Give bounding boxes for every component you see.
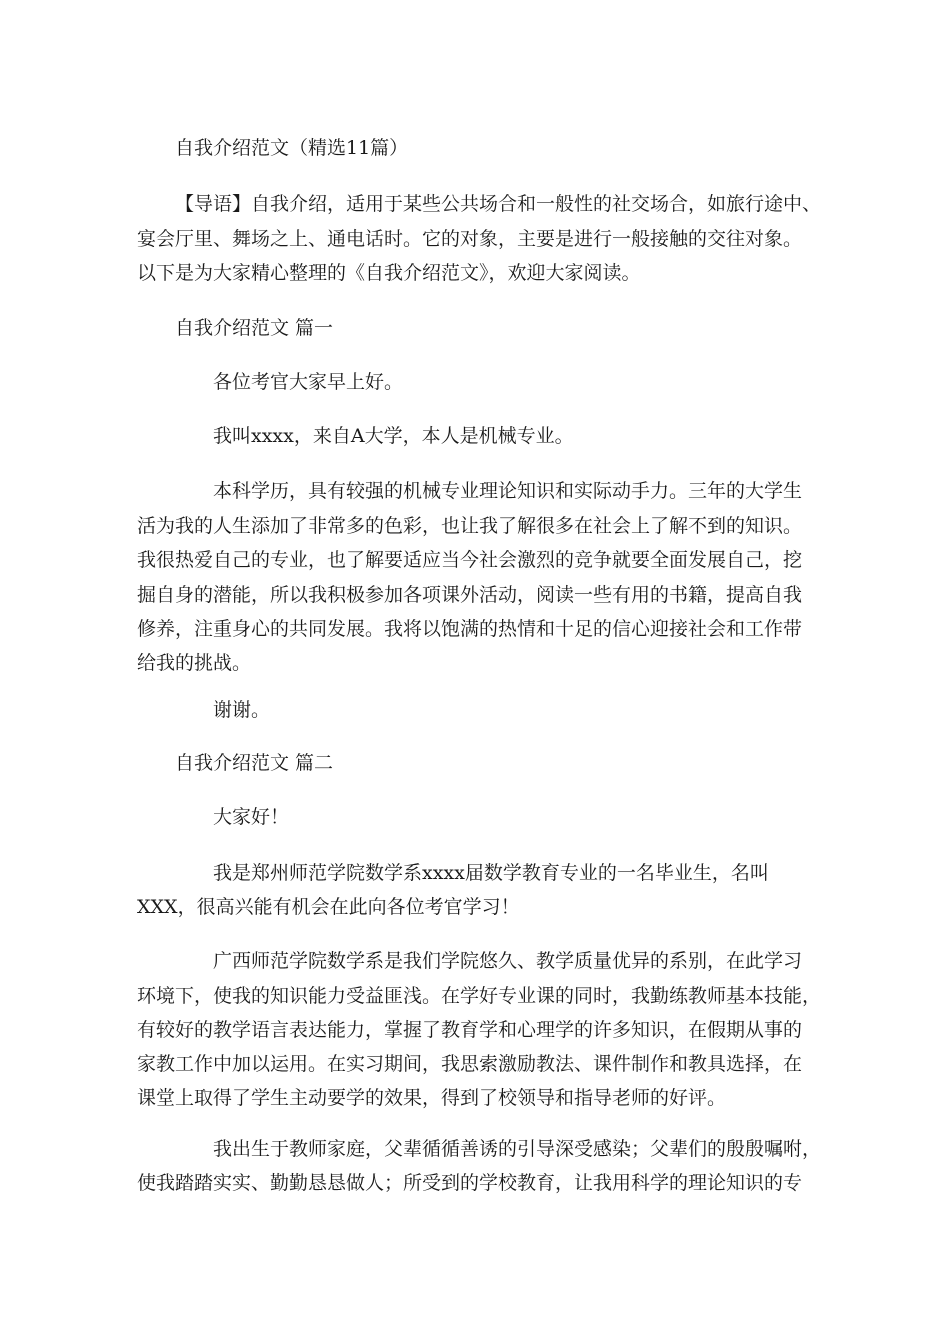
paragraph-line: 掘自身的潜能，所以我积极参加各项课外活动，阅读一些有用的书籍，提高自我 [137,584,803,606]
paragraph-line: 家教工作中加以运用。在实习期间，我思索激励教法、课件制作和教具选择，在 [137,1053,803,1075]
intro-line: 【导语】自我介绍，适用于某些公共场合和一般性的社交场合，如旅行途中、 [175,193,822,215]
paragraph-line: 课堂上取得了学生主动要学的效果，得到了校领导和指导老师的好评。 [137,1087,727,1109]
greeting-line: 大家好！ [213,806,290,828]
greeting-line: 各位考官大家早上好。 [213,371,404,393]
paragraph-line: 我是郑州师范学院数学系xxxx届数学教育专业的一名毕业生，名叫 [213,862,769,884]
intro-line: 以下是为大家精心整理的《自我介绍范文》，欢迎大家阅读。 [137,262,641,284]
paragraph-line: 我叫xxxx，来自A大学，本人是机械专业。 [213,425,574,447]
paragraph-line: XXX，很高兴能有机会在此向各位考官学习！ [137,896,520,918]
paragraph-line: 本科学历，具有较强的机械专业理论知识和实际动手力。三年的大学生 [213,480,803,502]
intro-line: 宴会厅里、舞场之上、通电话时。它的对象，主要是进行一般接触的交往对象。 [137,228,803,250]
paragraph-line: 我很热爱自己的专业，也了解要适应当今社会激烈的竞争就要全面发展自己，挖 [137,549,803,571]
paragraph-line: 使我踏踏实实、勤勤恳恳做人；所受到的学校教育，让我用科学的理论知识的专 [137,1172,803,1194]
paragraph-line: 有较好的教学语言表达能力，掌握了教育学和心理学的许多知识，在假期从事的 [137,1019,803,1041]
thanks-line: 谢谢。 [213,699,271,721]
paragraph-line: 环境下，使我的知识能力受益匪浅。在学好专业课的同时，我勤练教师基本技能， [137,985,822,1007]
paragraph-line: 我出生于教师家庭，父辈循循善诱的引导深受感染；父辈们的殷殷嘱咐， [213,1138,822,1160]
paragraph-line: 广西师范学院数学系是我们学院悠久、教学质量优异的系别，在此学习 [213,950,803,972]
section-heading: 自我介绍范文 篇二 [175,752,334,774]
document-title: 自我介绍范文（精选11篇） [175,137,409,159]
paragraph-line: 给我的挑战。 [137,652,252,674]
paragraph-line: 修养，注重身心的共同发展。我将以饱满的热情和十足的信心迎接社会和工作带 [137,618,803,640]
paragraph-line: 活为我的人生添加了非常多的色彩，也让我了解很多在社会上了解不到的知识。 [137,515,803,537]
section-heading: 自我介绍范文 篇一 [175,317,334,339]
